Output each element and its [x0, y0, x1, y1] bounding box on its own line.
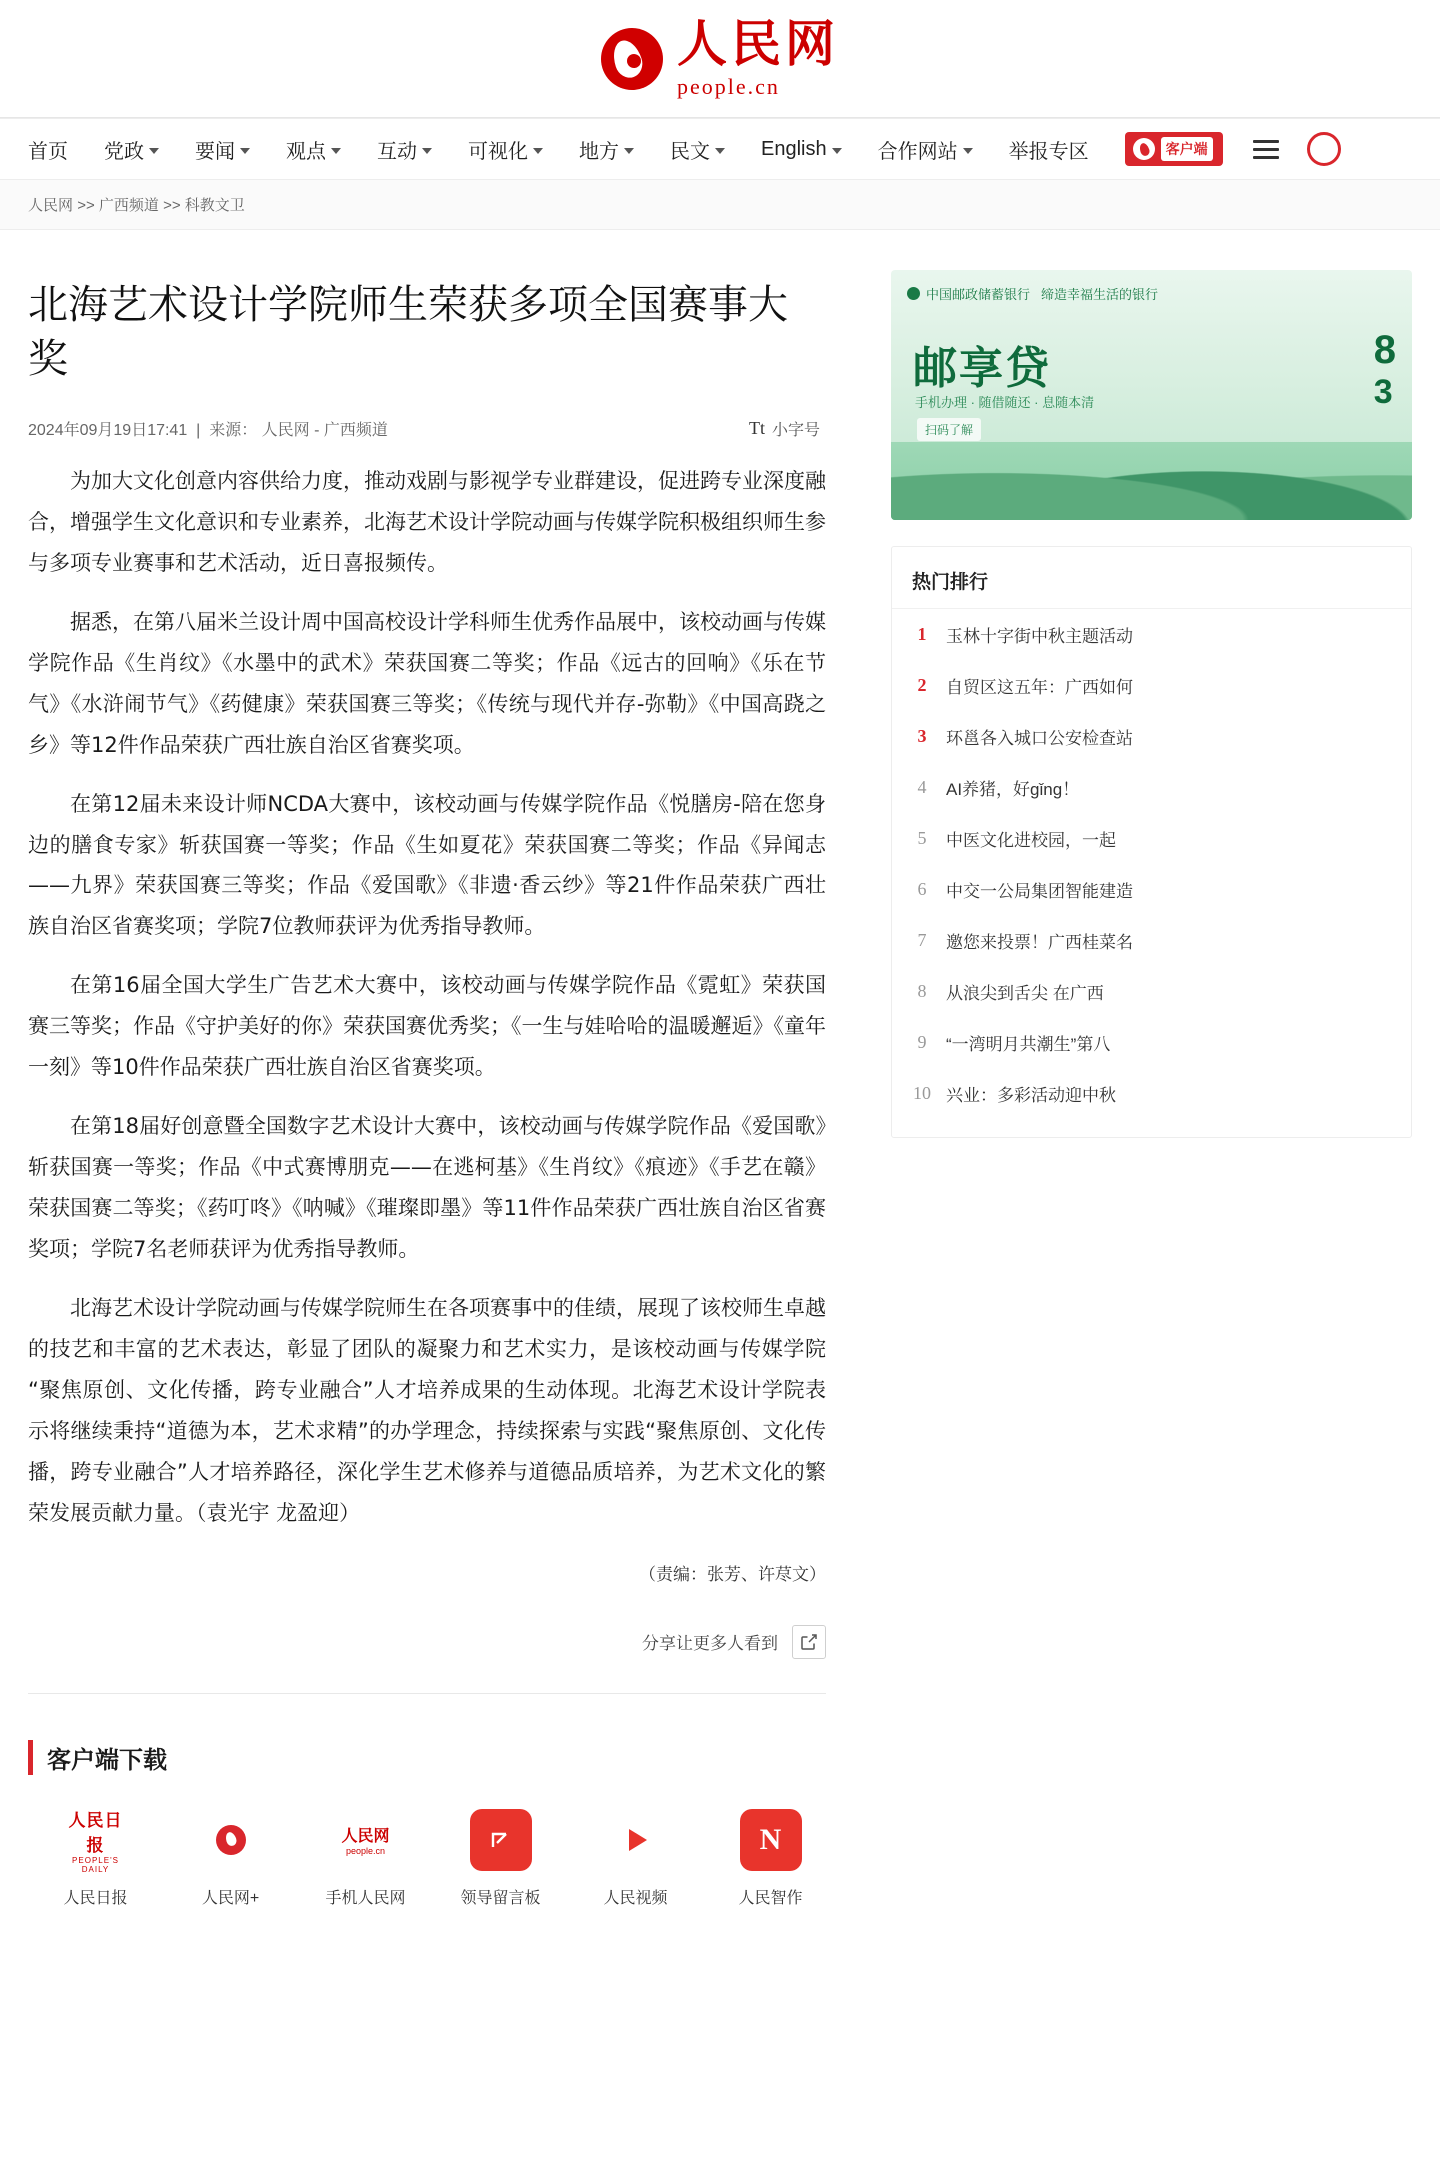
- nav-item-1[interactable]: [104, 135, 159, 164]
- nav-label: 举报专区: [1008, 140, 1089, 163]
- breadcrumb: [0, 180, 1440, 230]
- nav-item-5[interactable]: [468, 135, 543, 164]
- list-item[interactable]: [892, 864, 1411, 915]
- chevron-down-icon: [149, 148, 159, 154]
- nav-item-9[interactable]: [878, 135, 973, 164]
- nav-item-3[interactable]: [286, 135, 341, 164]
- article-column: [28, 230, 856, 1694]
- chevron-down-icon: [963, 148, 973, 154]
- logo-chinese-name: 人民网: [677, 15, 839, 73]
- article-body: [28, 461, 826, 1534]
- rank-number: 1: [917, 624, 927, 644]
- download-label: 人民智作: [738, 1889, 803, 1907]
- nav-label: English: [761, 137, 827, 160]
- breadcrumb-separator: >>: [77, 197, 95, 214]
- nav-label: 地方: [579, 140, 619, 163]
- rank-title: “一湾明月共潮生”第八: [946, 1035, 1111, 1054]
- rank-title: 从浪尖到舌尖 在广西: [946, 984, 1104, 1003]
- nav-label: 合作网站: [877, 140, 958, 163]
- rank-number: 4: [917, 777, 927, 797]
- logo-english-name: people.cn: [677, 74, 780, 99]
- nav-item-7[interactable]: [670, 135, 725, 164]
- advertisement-banner[interactable]: [891, 270, 1412, 520]
- rank-title: 邀您来投票！广西桂菜名: [946, 933, 1133, 952]
- icon-line-2: PEOPLE'S DAILY: [72, 1855, 119, 1874]
- main-navigation: [0, 118, 1440, 180]
- article-meta: [28, 416, 826, 455]
- list-item[interactable]: [892, 1068, 1411, 1119]
- chevron-down-icon: [422, 148, 432, 154]
- content-area: [0, 230, 1440, 1694]
- download-label: 领导留言板: [460, 1889, 541, 1907]
- page-title: 北海艺术设计学院师生荣获多项全国赛事大奖: [28, 282, 788, 382]
- article-paragraph: 在第18届好创意暨全国数字艺术设计大赛中，该校动画与传媒学院作品《爱国歌》斩获国赛一等奖；作品《中式赛博朋克——在逃柯基》《生肖纹》《痕迹》《手艺在赣》荣获国赛二等奖；《药叮咚》《呐喊》《璀璨即墨》等11件作品荣获广西壮族自治区省赛奖项；学院7名老师获评为优秀指导教师。: [28, 1114, 826, 1261]
- hamburger-icon[interactable]: [1253, 135, 1279, 164]
- list-item[interactable]: [892, 813, 1411, 864]
- meta-separator: |: [191, 422, 205, 439]
- rank-title: 中交一公局集团智能建造: [946, 882, 1133, 901]
- chevron-down-icon: [624, 148, 634, 154]
- ad-slogan: 缔造幸福生活的银行: [1041, 287, 1159, 302]
- share-external-icon[interactable]: [792, 1625, 826, 1659]
- ad-bank-label: 中国邮政储蓄银行: [926, 287, 1031, 302]
- icon-letter: N: [759, 1822, 782, 1856]
- font-size-label: 小字号: [771, 422, 820, 439]
- nav-label: 观点: [286, 140, 326, 163]
- ad-mountain-illustration: [891, 442, 1412, 520]
- chevron-down-icon: [240, 148, 250, 154]
- search-icon[interactable]: [1307, 132, 1341, 166]
- icon-line-2: people.cn: [345, 1846, 386, 1856]
- site-logo[interactable]: [601, 15, 839, 99]
- chevron-down-icon: [832, 148, 842, 154]
- list-item[interactable]: [892, 762, 1411, 813]
- download-section-title: 客户端下载: [28, 1740, 1412, 1775]
- nav-item-8[interactable]: [761, 138, 842, 161]
- rank-number: 3: [917, 726, 927, 746]
- breadcrumb-item-2[interactable]: 科教文卫: [184, 197, 245, 214]
- icon-line-1: 人民日报: [68, 1810, 123, 1855]
- rank-title: 玉林十字街中秋主题活动: [946, 627, 1133, 646]
- article-paragraph: 北海艺术设计学院动画与传媒学院师生在各项赛事中的佳绩，展现了该校师生卓越的技艺和丰富的艺术表达，彰显了团队的凝聚力和艺术实力，是该校动画与传媒学院“聚焦原创、文化传播，跨专业融合”人才培养成果的生动体现。北海艺术设计学院表示将继续秉持“道德为本，艺术求精”的办学理念，持续探索与实践“聚焦原创、文化传播，跨专业融合”人才培养路径，深化学生艺术修养与道德品质培养，为艺术文化的繁荣发展贡献力量。（袁光宇 龙盈迎）: [28, 1295, 826, 1525]
- nav-item-6[interactable]: [579, 135, 634, 164]
- nav-label: 可视化: [468, 140, 528, 163]
- article-paragraph: 为加大文化创意内容供给力度，推动戏剧与影视学专业群建设，促进跨专业深度融合，增强学生文化意识和专业素养，北海艺术设计学院动画与传媒学院积极组织师生参与多项专业赛事和艺术活动，近日喜报频传。: [28, 469, 826, 575]
- list-item[interactable]: [892, 1017, 1411, 1068]
- editor-credit: （责编：张芳、许荩文）: [639, 1564, 826, 1584]
- list-item[interactable]: [892, 609, 1411, 660]
- client-download-section: [28, 1694, 1412, 1948]
- app-button-label: 客户端: [1161, 137, 1213, 161]
- nav-label: 要闻: [195, 140, 235, 163]
- source-label: 来源：: [209, 422, 258, 439]
- rank-number: 10: [913, 1083, 931, 1103]
- rank-title: 中医文化进校园，一起: [946, 831, 1116, 850]
- rank-number: 9: [917, 1032, 927, 1052]
- hot-ranking-title: 热门排行: [892, 547, 1411, 609]
- rank-title: 自贸区这五年：广西如何: [946, 678, 1133, 697]
- people-logo-icon: [1133, 138, 1155, 160]
- ad-badge-top: 8: [1373, 328, 1396, 372]
- rank-number: 8: [917, 981, 927, 1001]
- nav-item-10[interactable]: [1009, 135, 1089, 164]
- download-label: 手机人民网: [325, 1889, 406, 1907]
- nav-item-2[interactable]: [195, 135, 250, 164]
- article-paragraph: 据悉，在第八届米兰设计周中国高校设计学科师生优秀作品展中，该校动画与传媒学院作品《生肖纹》《水墨中的武术》荣获国赛二等奖；作品《远古的回响》《乐在节气》《水浒闹节气》《药健康》荣获国赛三等奖；《传统与现代并存-弥勒》《中国高跷之乡》等12件作品荣获广西壮族自治区省赛奖项。: [28, 609, 826, 757]
- rank-number: 6: [917, 879, 927, 899]
- ad-bank-name: [907, 284, 1030, 303]
- rank-number: 2: [917, 675, 927, 695]
- people-zhizuo-icon: [740, 1809, 802, 1871]
- mobile-people-icon: [335, 1809, 397, 1871]
- article-meta-left: [28, 417, 388, 440]
- ad-subtitle: 手机办理 · 随借随还 · 息随本清: [915, 395, 1095, 410]
- download-item-people-video[interactable]: [568, 1809, 703, 1908]
- download-item-people-plus[interactable]: [163, 1809, 298, 1908]
- download-item-mobile-people[interactable]: [298, 1809, 433, 1908]
- rank-title: 兴业：多彩活动迎中秋: [946, 1086, 1116, 1105]
- publish-time: 2024年09月19日17:41: [28, 422, 188, 439]
- leader-message-board-icon: [470, 1809, 532, 1871]
- rank-title: AI养猪，好gǐng！: [946, 780, 1080, 799]
- bank-logo-icon: [907, 287, 920, 300]
- rank-number: 7: [917, 930, 927, 950]
- article-paragraph: 在第16届全国大学生广告艺术大赛中，该校动画与传媒学院作品《霓虹》荣获国赛三等奖；作品《守护美好的你》荣获国赛优秀奖；《一生与娃哈哈的温暖邂逅》《童年一刻》等10件作品荣获广西壮族自治区省赛奖项。: [28, 973, 826, 1080]
- download-label: 人民日报: [63, 1889, 128, 1907]
- breadcrumb-item-0[interactable]: 人民网: [28, 197, 74, 214]
- chevron-down-icon: [715, 148, 725, 154]
- site-header: [0, 0, 1440, 118]
- breadcrumb-separator: >>: [163, 197, 181, 214]
- nav-label: 民文: [670, 140, 710, 163]
- ad-title: 邮享贷: [913, 344, 1051, 393]
- rank-title: 环邕各入城口公安检查站: [946, 729, 1133, 748]
- download-items-row: [28, 1809, 1412, 1908]
- nav-label: 互动: [377, 140, 417, 163]
- rank-number: 5: [917, 828, 927, 848]
- nav-label: 首页: [28, 140, 68, 163]
- list-item[interactable]: [892, 966, 1411, 1017]
- hot-ranking-card: [891, 546, 1412, 1138]
- share-label: 分享让更多人看到: [642, 1634, 778, 1653]
- chevron-down-icon: [331, 148, 341, 154]
- nav-item-4[interactable]: [377, 135, 432, 164]
- download-item-people-zhizuo[interactable]: [703, 1809, 838, 1908]
- source-name: 人民网 - 广西频道: [261, 422, 388, 439]
- download-item-peoples-daily[interactable]: [28, 1809, 163, 1908]
- share-section: [28, 1625, 826, 1694]
- nav-label: 党政: [104, 140, 144, 163]
- list-item[interactable]: [892, 660, 1411, 711]
- text-size-icon: Tt: [748, 418, 765, 438]
- logo-text: [677, 15, 839, 99]
- people-plus-icon: [200, 1809, 262, 1871]
- ad-chip-label: 扫码了解: [917, 418, 981, 441]
- ad-rate-badge: [1374, 328, 1396, 412]
- chevron-down-icon: [533, 148, 543, 154]
- sidebar: [856, 230, 1412, 1694]
- nav-item-0[interactable]: [28, 135, 68, 164]
- article-paragraph: 在第12届未来设计师NCDA大赛中，该校动画与传媒学院作品《悦膳房-陪在您身边的膳食专家》斩获国赛一等奖；作品《生如夏花》荣获国赛二等奖；作品《异闻志——九界》荣获国赛三等奖；作品《爱国歌》《非遗·香云纱》等21件作品荣获广西壮族自治区省赛奖项；学院7位教师获评为优秀指导教师。: [28, 791, 826, 939]
- breadcrumb-item-1[interactable]: 广西频道: [98, 197, 159, 214]
- peoples-daily-icon: [65, 1809, 127, 1874]
- people-cn-logo-icon: [601, 28, 663, 90]
- icon-line-1: 人民网: [341, 1828, 390, 1845]
- download-label: 人民网+: [201, 1889, 260, 1907]
- people-video-icon: [605, 1809, 667, 1871]
- download-label: 人民视频: [603, 1889, 668, 1907]
- app-download-button[interactable]: [1125, 132, 1223, 166]
- download-item-leader-message-board[interactable]: [433, 1809, 568, 1908]
- list-item[interactable]: [892, 711, 1411, 762]
- ad-badge-bottom: 3: [1373, 373, 1393, 411]
- font-size-toggle-button[interactable]: [743, 416, 826, 441]
- list-item[interactable]: [892, 915, 1411, 966]
